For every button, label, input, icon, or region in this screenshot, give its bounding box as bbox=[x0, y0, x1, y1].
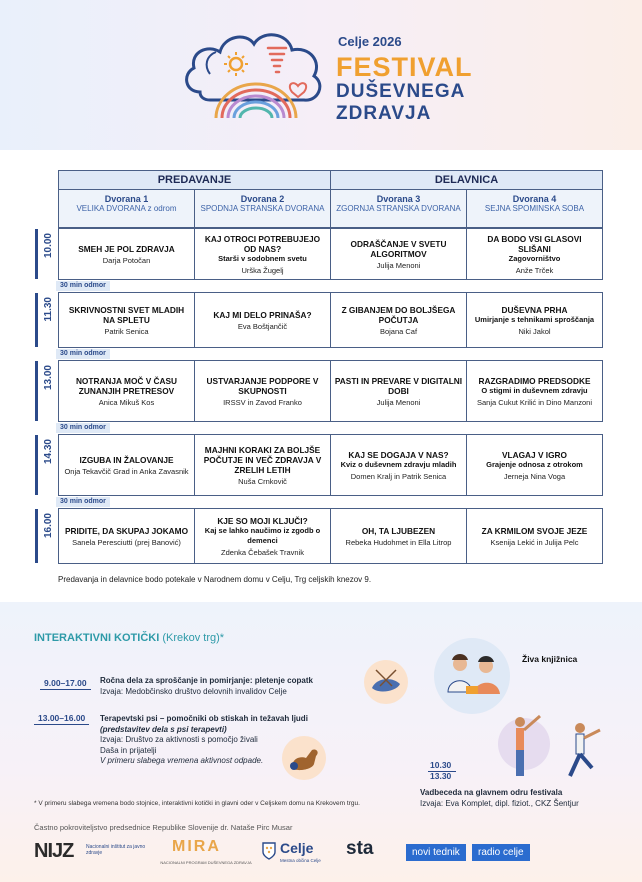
group-header-predavanje: PREDAVANJE bbox=[58, 170, 331, 190]
hall-header bbox=[195, 190, 331, 228]
session-speakers: Urška Žugelj bbox=[241, 266, 284, 275]
therapy-dog-icon bbox=[280, 734, 328, 780]
time-label-tab bbox=[35, 229, 57, 279]
exercise-icon bbox=[488, 708, 618, 782]
session-title: DUŠEVNA PRHA bbox=[501, 305, 568, 315]
hall-header bbox=[58, 190, 195, 228]
hall-desc: VELIKA DVORANA z odrom bbox=[76, 204, 177, 213]
hall-desc: ZGORNJA STRANSKA DVORANA bbox=[336, 204, 461, 213]
session-speakers: Anica Mikuš Kos bbox=[98, 398, 155, 407]
break-label: 30 min odmor bbox=[56, 281, 110, 291]
weather-footnote: * V primeru slabega vremena bodo stojnice, interaktivni kotički in glavni oder v Celjskem domu na Krekovem trgu. bbox=[34, 800, 360, 807]
radio-celje-logo: radio celje bbox=[472, 844, 530, 861]
celje-logo: Celje bbox=[280, 840, 314, 856]
celje-crest-icon bbox=[262, 842, 276, 860]
session-speakers: Ksenija Lekić in Julija Pelc bbox=[490, 538, 579, 547]
nijz-logo-caption: Nacionalni inštitut za javno zdravje bbox=[86, 844, 146, 856]
session-title: MAJHNI KORAKI ZA BOLJŠE POČUTJE IN VEČ ZDRAVJA V ZRELIH LETIH bbox=[203, 445, 322, 475]
time-slot-row bbox=[43, 434, 603, 496]
hall-header bbox=[331, 190, 467, 228]
interactive-title bbox=[34, 632, 224, 644]
mira-logo: MIRA bbox=[172, 838, 221, 855]
patronage-text: Častno pokroviteljstvo predsednice Republike Slovenije dr. Nataše Pirc Musar bbox=[34, 823, 293, 832]
hall-header-row bbox=[58, 190, 603, 228]
session-speakers: Jerneja Nina Voga bbox=[503, 472, 566, 481]
session-title: KAJ SE DOGAJA V NAS? bbox=[348, 450, 449, 460]
mira-logo-caption: NACIONALNI PROGRAM DUŠEVNEGA ZDRAVJA bbox=[160, 860, 252, 865]
session-speakers: Zdenka Čebašek Travnik bbox=[221, 548, 304, 557]
festival-logo-icon bbox=[180, 22, 330, 134]
session-cell bbox=[59, 229, 194, 279]
schedule-table bbox=[43, 170, 603, 564]
time-label-tab bbox=[35, 361, 57, 421]
session-cell bbox=[59, 293, 194, 347]
session-title: ZA KRMILOM SVOJE JEZE bbox=[481, 526, 588, 536]
session-title: KAJ OTROCI POTREBUJEJO OD NAS? bbox=[204, 234, 321, 254]
living-library-label: Živa knjižnica bbox=[522, 654, 578, 664]
session-speakers: Julija Menoni bbox=[376, 261, 421, 270]
exercise-provider: Izvaja: Eva Komplet, dipl. fiziot., CKZ Šentjur bbox=[420, 798, 579, 808]
nijz-logo: NIJZ bbox=[34, 840, 74, 862]
session-speakers: Bojana Caf bbox=[379, 327, 418, 336]
session-speakers: Patrik Senica bbox=[104, 327, 149, 336]
hall-desc: SEJNA SPOMINSKA SOBA bbox=[484, 204, 585, 213]
session-cell bbox=[330, 293, 466, 347]
session-cell bbox=[194, 361, 330, 421]
session-speakers: Niki Jakol bbox=[518, 327, 551, 336]
time-label-tab bbox=[35, 509, 57, 563]
session-cell bbox=[466, 435, 602, 495]
time-slot-row bbox=[43, 360, 603, 422]
item-title: Terapevtski psi – pomočniki ob stiskah in težavah ljudi bbox=[100, 714, 308, 723]
session-title: KJE SO MOJI KLJUČI? bbox=[217, 516, 308, 526]
session-cell bbox=[194, 229, 330, 279]
festival-title: FESTIVAL bbox=[336, 52, 473, 82]
interactive-location: (Krekov trg)* bbox=[162, 632, 225, 644]
item-title: Ročna dela za sproščanje in pomirjanje: pletenje copatk bbox=[100, 676, 313, 685]
hall-desc: SPODNJA STRANSKA DVORANA bbox=[200, 204, 325, 213]
session-speakers: Darja Potočan bbox=[102, 256, 151, 265]
break-label: 30 min odmor bbox=[56, 423, 110, 433]
session-cell bbox=[194, 293, 330, 347]
session-title: OH, TA LJUBEZEN bbox=[361, 526, 436, 536]
item-time: 9.00–17.00 bbox=[40, 678, 91, 690]
schedule-slots bbox=[43, 228, 603, 564]
time-label-tab bbox=[35, 435, 57, 495]
session-subtitle: Kaj se lahko naučimo iz zgodb o demenci bbox=[204, 526, 321, 545]
venue-note: Predavanja in delavnice bodo potekale v Narodnem domu v Celju, Trg celjskih knezov 9. bbox=[58, 575, 372, 584]
hall-name: Dvorana 4 bbox=[512, 194, 557, 204]
break-row bbox=[58, 496, 603, 508]
session-subtitle: Kviz o duševnem zdravju mladih bbox=[340, 460, 457, 469]
session-speakers: Julija Menoni bbox=[376, 398, 421, 407]
session-title: PRIDITE, DA SKUPAJ JOKAMO bbox=[64, 526, 189, 536]
novi-tednik-logo: novi tednik bbox=[406, 844, 466, 861]
living-library-icon bbox=[430, 636, 514, 716]
time-slot-row bbox=[43, 228, 603, 280]
time-slot-row bbox=[43, 508, 603, 564]
session-speakers: Eva Boštjančič bbox=[237, 322, 288, 331]
break-row bbox=[58, 422, 603, 434]
session-subtitle: O stigmi in duševnem zdravju bbox=[481, 386, 588, 395]
item-weather-note: V primeru slabega vremena aktivnost odpade. bbox=[100, 756, 264, 765]
session-speakers: Rebeka Hudohmet in Ella Litrop bbox=[345, 538, 452, 547]
session-title: RAZGRADIMO PREDSODKE bbox=[478, 376, 591, 386]
exercise-description bbox=[420, 788, 579, 809]
session-speakers: Sanela Peresciutti (prej Banović) bbox=[72, 538, 181, 547]
session-subtitle: Grajenje odnosa z otrokom bbox=[486, 460, 583, 469]
session-title: ODRAŠČANJE V SVETU ALGORITMOV bbox=[350, 239, 447, 259]
festival-year: Celje 2026 bbox=[338, 34, 402, 49]
session-title: SMEH JE POL ZDRAVJA bbox=[78, 244, 175, 254]
session-title: USTVARJANJE PODPORE V SKUPNOSTI bbox=[206, 376, 319, 396]
session-cell bbox=[330, 361, 466, 421]
group-header-row bbox=[58, 170, 603, 190]
session-speakers: IRSSV in Zavod Franko bbox=[223, 398, 302, 407]
sponsor-logos bbox=[0, 836, 642, 876]
session-cell bbox=[466, 229, 602, 279]
celje-logo-caption: Mestna občina Celje bbox=[280, 858, 321, 863]
item-provider: Izvaja: Društvo za aktivnosti s pomočjo živali bbox=[100, 735, 258, 744]
break-row bbox=[58, 280, 603, 292]
session-subtitle: Starši v sodobnem svetu bbox=[218, 254, 307, 263]
session-cell bbox=[59, 435, 194, 495]
item-time: 13.00–16.00 bbox=[34, 713, 89, 725]
session-title: DA BODO VSI GLASOVI SLIŠANI bbox=[487, 234, 582, 254]
session-speakers: Nuša Crnkovič bbox=[238, 477, 287, 486]
festival-subtitle-line2: ZDRAVJA bbox=[336, 103, 432, 124]
session-cell bbox=[194, 435, 330, 495]
hall-header bbox=[467, 190, 603, 228]
session-title: VLAGAJ V IGRO bbox=[501, 450, 567, 460]
session-speakers: Onja Tekavčič Grad in Anka Zavasnik bbox=[64, 467, 189, 476]
session-title: SKRIVNOSTNI SVET MLADIH NA SPLETU bbox=[68, 305, 185, 325]
session-cell bbox=[330, 229, 466, 279]
time-label-tab bbox=[35, 293, 57, 347]
session-title: PASTI IN PREVARE V DIGITALNI DOBI bbox=[334, 376, 463, 396]
group-header-delavnica: DELAVNICA bbox=[331, 170, 603, 190]
break-row bbox=[58, 348, 603, 360]
item-subtitle: (predstavitev dela s psi terapevti) bbox=[100, 724, 227, 734]
session-cell bbox=[194, 509, 330, 563]
session-cell bbox=[466, 509, 602, 563]
session-speakers: Sanja Cukut Krilić in Dino Manzoni bbox=[476, 398, 593, 407]
hall-name: Dvorana 3 bbox=[376, 194, 421, 204]
session-title: IZGUBA IN ŽALOVANJE bbox=[79, 455, 174, 465]
break-label: 30 min odmor bbox=[56, 497, 110, 507]
time-slot-row bbox=[43, 292, 603, 348]
session-cell bbox=[59, 361, 194, 421]
knitting-icon bbox=[362, 658, 410, 704]
break-label: 30 min odmor bbox=[56, 349, 110, 359]
item-provider-2: Daša in prijatelji bbox=[100, 745, 157, 755]
session-cell bbox=[466, 361, 602, 421]
time-label: 14.30 bbox=[43, 439, 54, 465]
session-cell bbox=[59, 509, 194, 563]
time-label: 13.00 bbox=[43, 365, 54, 391]
session-cell bbox=[330, 509, 466, 563]
session-speakers: Anže Trček bbox=[515, 266, 554, 275]
exercise-title: Vadbeceda na glavnem odru festivala bbox=[420, 788, 563, 797]
hall-name: Dvorana 1 bbox=[104, 194, 149, 204]
session-subtitle: Zagovorništvo bbox=[508, 254, 561, 263]
session-cell bbox=[330, 435, 466, 495]
session-cell bbox=[466, 293, 602, 347]
exercise-time-start: 10.30 bbox=[430, 760, 452, 770]
session-title: KAJ MI DELO PRINAŠA? bbox=[213, 310, 312, 320]
item-provider: Izvaja: Medobčinsko društvo delovnih invalidov Celje bbox=[100, 686, 287, 696]
session-title: Z GIBANJEM DO BOLJŠEGA POČUTJA bbox=[341, 305, 456, 325]
time-label: 10.00 bbox=[43, 233, 54, 259]
item-description bbox=[100, 676, 360, 697]
sta-logo: sta bbox=[346, 838, 374, 859]
exercise-time-divider bbox=[428, 771, 456, 772]
time-label: 16.00 bbox=[43, 513, 54, 539]
session-title: NOTRANJA MOČ V ČASU ZUNANJIH PRETRESOV bbox=[75, 376, 178, 396]
hall-name: Dvorana 2 bbox=[240, 194, 285, 204]
interactive-title-text: INTERAKTIVNI KOTIČKI bbox=[34, 632, 160, 644]
exercise-time-end: 13.30 bbox=[430, 771, 452, 781]
festival-subtitle-line1: DUŠEVNEGA bbox=[336, 81, 466, 102]
time-label: 11.30 bbox=[43, 297, 54, 322]
session-subtitle: Umirjanje s tehnikami sproščanja bbox=[474, 315, 595, 324]
session-speakers: Domen Kralj in Patrik Senica bbox=[350, 472, 447, 481]
